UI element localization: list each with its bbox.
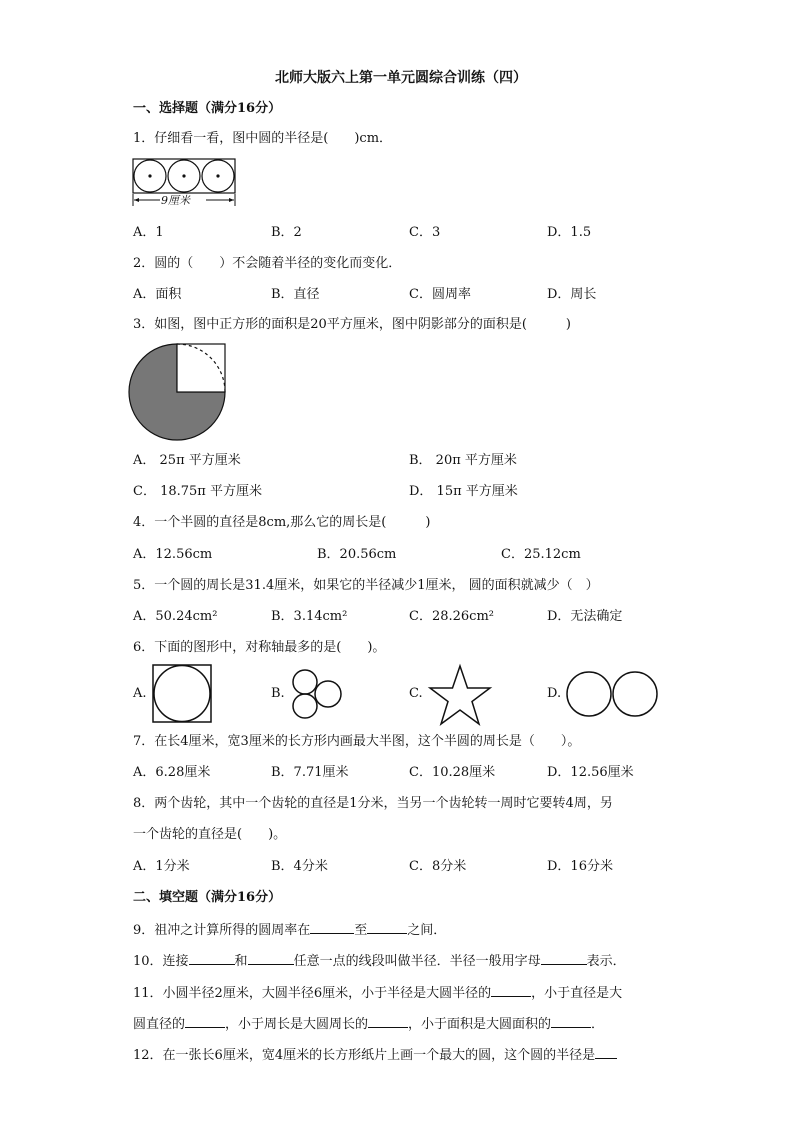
section-heading-choice: 一、选择题（满分16分） xyxy=(133,101,282,116)
q3-option-c[interactable]: C． 18.75π 平方厘米 xyxy=(133,484,262,499)
question-5-stem: 5．一个圆的周长是31.4厘米，如果它的半径减少1厘米， 圆的面积就减少（ ） xyxy=(133,578,599,593)
q7-option-c[interactable]: C．10.28厘米 xyxy=(409,765,496,780)
q9-text-c: 之间． xyxy=(407,923,447,938)
q6-star-icon xyxy=(428,664,494,726)
q10-blank-2[interactable] xyxy=(248,952,294,965)
q7-option-a[interactable]: A．6.28厘米 xyxy=(133,765,211,780)
q2-option-d[interactable]: D．周长 xyxy=(547,287,597,302)
q9-blank-2[interactable] xyxy=(367,921,407,934)
question-8-stem-line2: 一个齿轮的直径是( )。 xyxy=(133,827,287,842)
question-6-stem: 6．下面的图形中，对称轴最多的是( )。 xyxy=(133,640,386,655)
q12-blank-1[interactable] xyxy=(595,1046,617,1059)
q10-text-b: 和 xyxy=(234,954,248,969)
q5-option-b[interactable]: B．3.14cm² xyxy=(271,609,348,624)
q7-option-d[interactable]: D．12.56厘米 xyxy=(547,765,634,780)
question-7-stem: 7．在长4厘米，宽3厘米的长方形内画最大半图，这个半圆的周长是（ ）。 xyxy=(133,734,581,749)
q8-option-d[interactable]: D．16分米 xyxy=(547,859,613,874)
q4-option-a[interactable]: A．12.56cm xyxy=(133,547,213,562)
q11-blank-2[interactable] xyxy=(185,1015,225,1028)
question-8-stem-line1: 8．两个齿轮，其中一个齿轮的直径是1分米，当另一个齿轮转一周时它要转4周，另 xyxy=(133,796,613,811)
q8-option-c[interactable]: C．8分米 xyxy=(409,859,467,874)
question-10 xyxy=(133,952,626,970)
q1-option-c[interactable]: C．3 xyxy=(409,225,441,240)
q5-option-c[interactable]: C．28.26cm² xyxy=(409,609,494,624)
q12-text-a: 12．在一张长6厘米，宽4厘米的长方形纸片上画一个最大的圆，这个圆的半径是 xyxy=(133,1048,596,1063)
q11-blank-1[interactable] xyxy=(491,984,531,997)
q10-text-a: 10．连接 xyxy=(133,954,189,969)
q11-blank-4[interactable] xyxy=(551,1015,591,1028)
q5-option-d[interactable]: D．无法确定 xyxy=(547,609,623,624)
q1-option-b[interactable]: B．2 xyxy=(271,225,302,240)
q6-option-b[interactable]: B. xyxy=(271,686,285,701)
question-4-stem: 4．一个半圆的直径是8cm,那么它的周长是( ) xyxy=(133,515,431,530)
q3-circle-square-figure xyxy=(132,343,232,443)
q9-blank-1[interactable] xyxy=(310,921,354,934)
question-9 xyxy=(133,921,446,939)
q6-circle-in-square-icon xyxy=(152,664,214,724)
q7-option-b[interactable]: B．7.71厘米 xyxy=(271,765,349,780)
question-2-stem: 2．圆的（ ）不会随着半径的变化而变化． xyxy=(133,256,402,271)
question-1-stem: 1．仔细看一看，图中圆的半径是( )cm． xyxy=(133,131,393,146)
page-title: 北师大版六上第一单元圆综合训练（四） xyxy=(275,70,527,86)
q10-text-c: 任意一点的线段叫做半径．半径一般用字母 xyxy=(293,954,541,969)
q6-two-circles-icon xyxy=(566,670,660,720)
q9-text-b: 至 xyxy=(354,923,368,938)
q5-option-a[interactable]: A．50.24cm² xyxy=(133,609,218,624)
q11-text-e: ，小于面积是大圆面积的 xyxy=(408,1017,552,1032)
section-heading-fill: 二、填空题（满分16分） xyxy=(133,890,282,905)
q3-option-a[interactable]: A． 25π 平方厘米 xyxy=(133,453,241,468)
q11-text-d: ，小于周长是大圆周长的 xyxy=(225,1017,369,1032)
q3-option-b[interactable]: B． 20π 平方厘米 xyxy=(409,453,517,468)
q10-blank-1[interactable] xyxy=(189,952,235,965)
q10-text-d: 表示． xyxy=(586,954,626,969)
question-11-line2 xyxy=(133,1015,604,1033)
q2-option-b[interactable]: B．直径 xyxy=(271,287,320,302)
question-12 xyxy=(133,1046,617,1064)
q6-three-circles-icon xyxy=(290,668,346,722)
q2-option-a[interactable]: A．面积 xyxy=(133,287,182,302)
q4-option-c[interactable]: C．25.12cm xyxy=(501,547,581,562)
q4-option-b[interactable]: B．20.56cm xyxy=(317,547,397,562)
q1-option-a[interactable]: A．1 xyxy=(133,225,164,240)
q8-option-a[interactable]: A．1分米 xyxy=(133,859,190,874)
q8-option-b[interactable]: B．4分米 xyxy=(271,859,328,874)
q11-blank-3[interactable] xyxy=(368,1015,408,1028)
q1-figure-label: 9厘米 xyxy=(161,194,190,207)
question-3-stem: 3．如图，图中正方形的面积是20平方厘米，图中阴影部分的面积是( ) xyxy=(133,317,571,332)
q11-text-b: ，小于直径是大 xyxy=(531,986,623,1001)
q11-text-f: ． xyxy=(591,1017,605,1032)
q3-option-d[interactable]: D． 15π 平方厘米 xyxy=(409,484,518,499)
q6-option-c[interactable]: C. xyxy=(409,686,423,701)
q6-option-d[interactable]: D. xyxy=(547,686,562,701)
q11-text-a: 11．小圆半径2厘米，大圆半径6厘米，小于半径是大圆半径的 xyxy=(133,986,492,1001)
question-11-line1 xyxy=(133,984,622,1002)
q9-text-a: 9．祖冲之计算所得的圆周率在 xyxy=(133,923,311,938)
q1-option-d[interactable]: D．1.5 xyxy=(547,225,592,240)
q6-option-a[interactable]: A. xyxy=(133,686,147,701)
q10-blank-3[interactable] xyxy=(541,952,587,965)
q11-text-c: 圆直径的 xyxy=(133,1017,186,1032)
q2-option-c[interactable]: C．圆周率 xyxy=(409,287,471,302)
